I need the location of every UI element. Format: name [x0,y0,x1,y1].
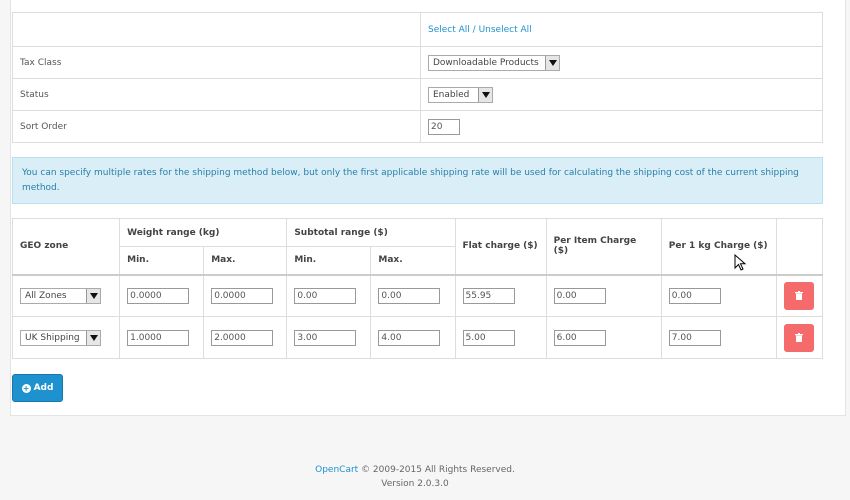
sort-order-input[interactable]: 20 [428,119,460,135]
header-per-item-charge: Per Item Charge ($) [546,219,661,275]
shipping-rates-table [12,218,823,359]
header-actions [776,219,822,275]
remove-rate-button[interactable] [784,324,814,352]
version-text: Version 2.0.3.0 [381,479,449,489]
add-rate-button[interactable] [12,374,63,402]
header-subtotal-min: Min. [287,247,371,275]
status-select[interactable] [428,87,493,103]
per-kg-charge-input[interactable]: 0.00 [669,288,721,304]
opencart-link[interactable]: OpenCart [315,465,359,475]
weight-max-input[interactable]: 2.0000 [211,330,273,346]
select-all-link[interactable]: Select All [428,24,470,35]
unselect-all-link[interactable]: Unselect All [478,24,532,35]
header-per-kg-charge: Per 1 kg Charge ($) [661,219,776,275]
header-geo-zone: GEO zone [13,219,120,275]
status-label: Status [13,79,421,111]
mouse-cursor-icon [734,254,748,272]
weight-min-input[interactable]: 0.0000 [127,288,189,304]
header-flat-charge: Flat charge ($) [455,219,546,275]
link-separator: / [469,24,479,35]
weight-max-input[interactable]: 0.0000 [211,288,273,304]
plus-circle-icon: + [22,383,30,393]
header-weight-max: Max. [204,247,287,275]
header-weight-range: Weight range (kg) [120,219,287,247]
subtotal-max-input[interactable]: 4.00 [378,330,440,346]
geo-zone-value: All Zones [25,290,67,301]
per-item-charge-input[interactable]: 0.00 [554,288,606,304]
subtotal-max-input[interactable]: 0.00 [378,288,440,304]
status-value: Enabled [433,89,470,100]
add-rate-label: Add [33,383,54,393]
shipping-settings-form [12,12,823,143]
weight-min-input[interactable]: 1.0000 [127,330,189,346]
remove-rate-button[interactable] [784,282,814,310]
table-row [13,275,823,317]
sort-order-label: Sort Order [13,111,421,143]
chevron-down-icon [478,88,492,102]
subtotal-min-input[interactable]: 0.00 [294,288,356,304]
table-row [13,317,823,359]
subtotal-min-input[interactable]: 3.00 [294,330,356,346]
header-subtotal-range: Subtotal range ($) [287,219,455,247]
info-alert: You can specify multiple rates for the shipping method below, but only the first applicable shipping rate will be used for calculating the shipping cost of the current shipping method. [12,157,823,204]
chevron-down-icon [86,289,100,303]
empty-label-cell [13,13,421,47]
page-footer [0,463,830,491]
tax-class-value: Downloadable Products [433,57,539,68]
chevron-down-icon [86,331,100,345]
per-kg-charge-input[interactable]: 7.00 [669,330,721,346]
copyright-text: © 2009-2015 All Rights Reserved. [358,465,515,475]
per-item-charge-input[interactable]: 6.00 [554,330,606,346]
geo-zone-select[interactable] [20,288,101,304]
header-weight-min: Min. [120,247,204,275]
trash-icon [795,291,803,300]
chevron-down-icon [545,56,559,70]
flat-charge-input[interactable]: 5.00 [463,330,515,346]
geo-zone-select[interactable] [20,330,101,346]
tax-class-label: Tax Class [13,47,421,79]
header-subtotal-max: Max. [371,247,455,275]
select-links-cell [421,13,823,47]
geo-zone-value: UK Shipping [25,332,80,343]
tax-class-select[interactable] [428,55,560,71]
flat-charge-input[interactable]: 55.95 [463,288,515,304]
trash-icon [795,333,803,342]
